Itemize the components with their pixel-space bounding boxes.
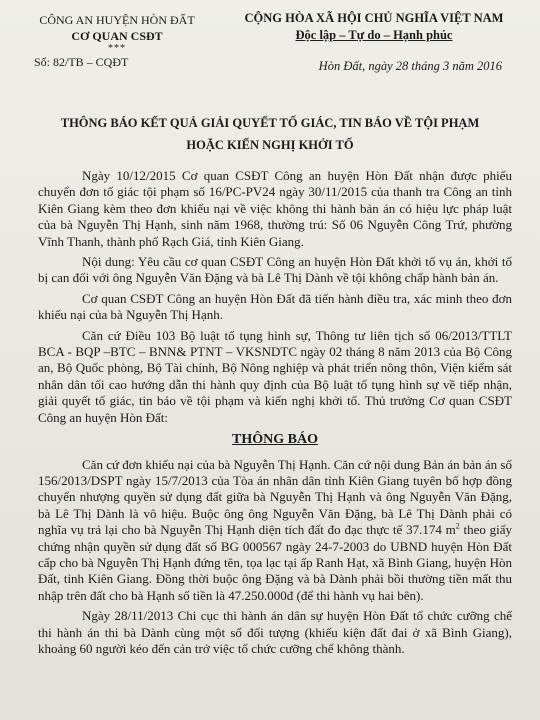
country-name: CỘNG HÒA XÃ HỘI CHỦ NGHĨA VIỆT NAM <box>244 11 504 25</box>
judgment-text-b: theo giấy chứng nhận quyền sử dụng đất số BG 000567 ngày 24-7-2003 do UBND huyện Hòn Đất cấp cho bà Nguyễn Thị Hạnh đứng tên, tọa lạc tại ấp Ranh Hạt, xã Bình Giang, huyện Hòn Đất, tỉnh Kiên Giang. Đồng thời buộc ông Đặng và bà Dành phải bồi thường tiền mất thu nhập trên đất cho bà Hạnh số tiền là 47.250.000đ (để thi hành vụ hai bên). <box>38 522 512 603</box>
national-motto: Độc lập – Tự do – Hạnh phúc <box>295 28 453 42</box>
paragraph-request: Nội dung: Yêu cầu cơ quan CSĐT Công an huyện Hòn Đất khởi tố vụ án, khởi tố bị can đối với ông Nguyễn Văn Đặng và bà Lê Thị Dành về tội không chấp hành bản án. <box>38 254 512 286</box>
paragraph-investigation: Cơ quan CSĐT Công an huyện Hòn Đất đã tiến hành điều tra, xác minh theo đơn khiếu nại của bà Nguyễn Thị Hạnh. <box>38 290 512 323</box>
separator-stars: *** <box>108 43 126 54</box>
title-line-1: THÔNG BÁO KẾT QUẢ GIẢI QUYẾT TỐ GIÁC, TIN BÁO VỀ TỘI PHẠM <box>60 116 480 130</box>
paragraph-receipt: Ngày 10/12/2015 Cơ quan CSĐT Công an huyện Hòn Đất nhận được phiếu chuyển đơn tố giác tội phạm số 16/PC-PV24 ngày 30/11/2015 của thanh tra Công an tỉnh Kiên Giang kèm theo đơn khiếu nại về việc không thi hành bản án có hiệu lực pháp luật của bà Nguyễn Thị Hạnh, sinh năm 1968, thường trú: Số 06 Nguyễn Công Trứ, phường Vĩnh Thanh, thành phố Rạch Giá, tỉnh Kiên Giang. <box>38 168 512 249</box>
title-line-2: HOẶC KIẾN NGHỊ KHỞI TỐ <box>186 138 354 152</box>
document-title <box>20 112 520 156</box>
document-body <box>38 168 512 661</box>
agency-line-2: CƠ QUAN CSĐT <box>71 29 163 43</box>
national-heading-block <box>218 10 530 75</box>
paragraph-enforcement: Ngày 28/11/2013 Chi cục thi hành án dân sự huyện Hòn Đất tổ chức cưỡng chế thi hành án thi bà Dành cùng một số đối tượng (khiếu kiện đất đai ở xã Bình Giang), khoảng 60 người kéo đến cản trở việc tổ chức cưỡng chế không thành. <box>38 608 512 656</box>
paragraph-judgment <box>38 457 512 605</box>
agency-line-1: CÔNG AN HUYỆN HÒN ĐẤT <box>39 13 195 27</box>
issuing-agency-block <box>22 12 212 70</box>
place-and-date: Hòn Đất, ngày 28 tháng 3 năm 2016 <box>318 59 502 73</box>
area-unit-superscript: 2 <box>455 521 460 531</box>
reference-number: Số: 82/TB – CQĐT <box>34 55 129 69</box>
judgment-text-a: Căn cứ đơn khiếu nại của bà Nguyễn Thị Hạnh. Căn cứ nội dung Bản án bản án số 156/2013/DSPT ngày 15/7/2013 của Tòa án nhân dân tỉnh Kiên Giang tuyên bố hợp đồng chuyển nhượng quyền sử dụng đất giữa bà Nguyễn Thị Hạnh và ông Nguyễn Văn Đặng, bà Lê Thị Dành là vô hiệu. Buộc ông ông Nguyễn Văn Đặng, bà Lê Thị Dành phải có nghĩa vụ trả lại cho bà Nguyễn Thị Hạnh diện tích đất đo đạc thực tế 37.174 m <box>38 456 512 538</box>
paragraph-legal-basis: Căn cứ Điều 103 Bộ luật tố tụng hình sự, Thông tư liên tịch số 06/2013/TTLT BCA - BQP –BTC – BNN& PTNT – VKSNDTC ngày 02 tháng 8 năm 2013 của Bộ Công an, Bộ Quốc phòng, Bộ Tài chính, Bộ Nông nghiệp và phát triển nông thôn, Viện kiểm sát nhân dân tối cao hướng dẫn thi hành quy định của Bộ luật tố tụng hình sự về tiếp nhận, giải quyết tố giác, tin báo về tội phạm và kiến nghị khởi tố. Thủ trưởng Cơ quan CSĐT Công an huyện Hòn Đất: <box>38 327 512 425</box>
notice-heading: THÔNG BÁO <box>232 432 318 448</box>
